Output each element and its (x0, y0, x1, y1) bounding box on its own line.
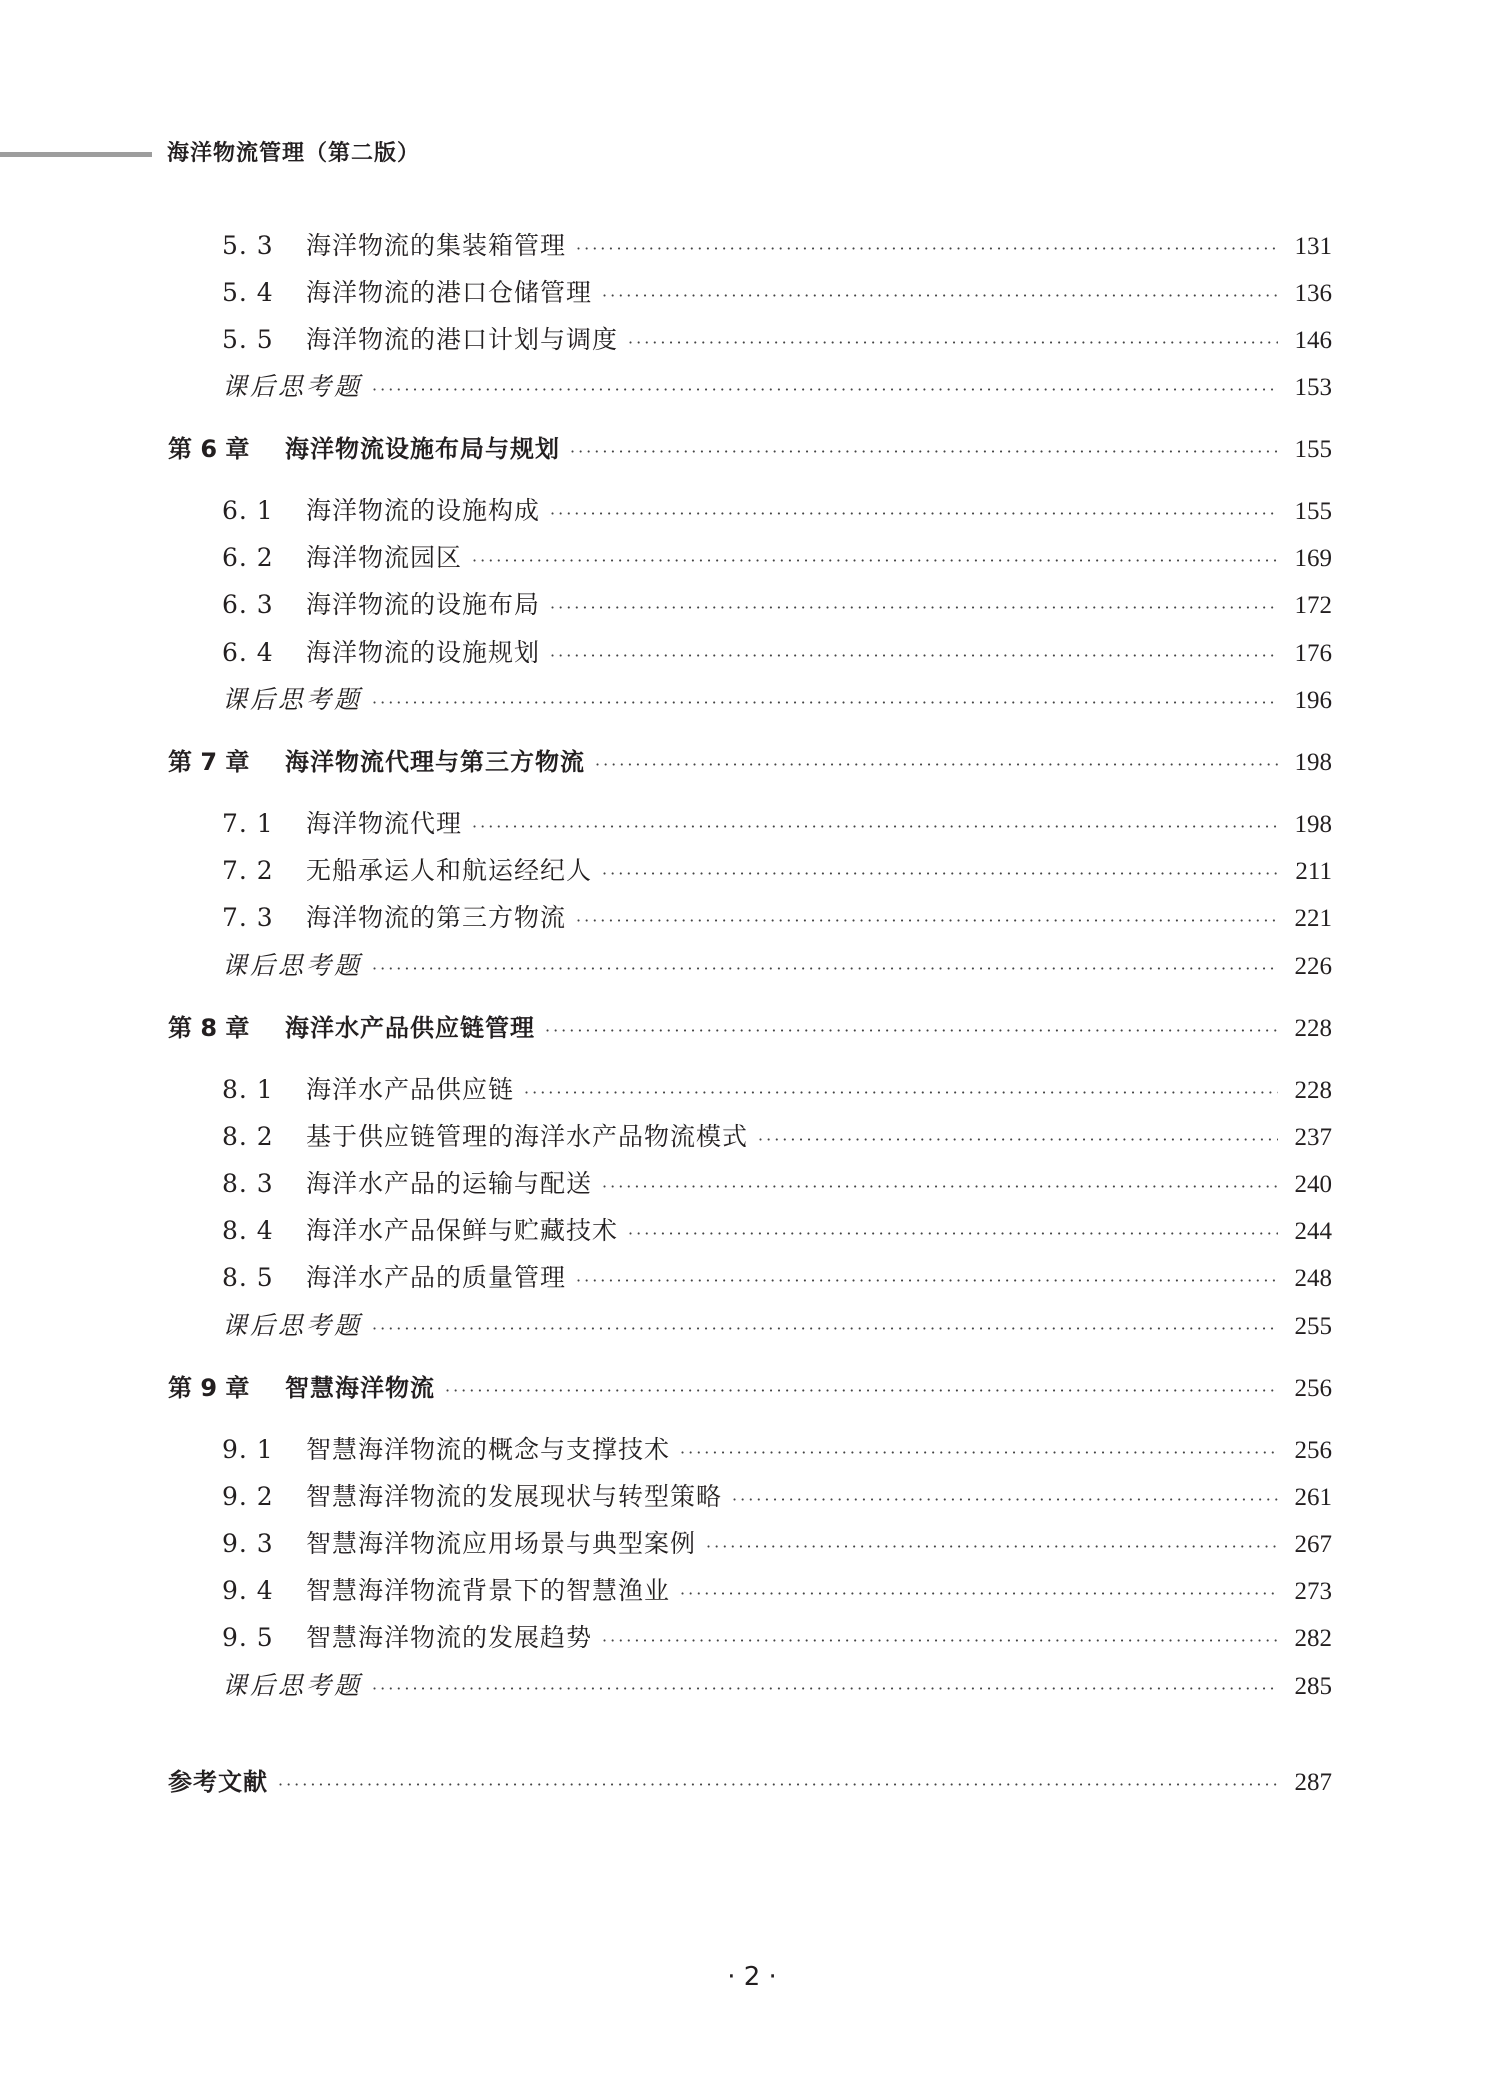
dot-leader (372, 959, 1278, 978)
toc-entry-page: 248 (1294, 1265, 1332, 1292)
dot-leader (372, 693, 1278, 712)
dot-leader (576, 1271, 1278, 1290)
dot-leader (628, 1224, 1278, 1243)
toc-entry-title: 参考文献 (168, 1768, 268, 1796)
dot-leader (758, 1130, 1278, 1149)
dot-leader (445, 1381, 1278, 1400)
toc-chapter-row (168, 1008, 1332, 1042)
dot-leader (576, 239, 1278, 258)
toc-entry-page: 172 (1294, 592, 1332, 619)
toc-entry-title: 海洋水产品的质量管理 (306, 1263, 567, 1292)
toc-entry-number: 9. 5 (222, 1623, 274, 1652)
toc-entry-title: 课后思考题 (222, 372, 363, 401)
dot-leader (372, 380, 1278, 399)
dot-leader (595, 755, 1278, 774)
toc-section-row (222, 491, 1332, 525)
toc-entry-page: 196 (1294, 687, 1332, 714)
toc-entry-page: 176 (1294, 640, 1332, 667)
toc-entry-page: 256 (1294, 1437, 1332, 1464)
toc-entry-page: 131 (1294, 233, 1332, 260)
dot-leader (550, 598, 1278, 617)
toc-entry-page: 155 (1294, 498, 1332, 525)
toc-entry-page: 261 (1294, 1484, 1332, 1511)
toc-section-row (222, 538, 1332, 572)
toc-entry-page: 255 (1294, 1313, 1332, 1340)
toc-entry-title: 海洋水产品的运输与配送 (306, 1169, 593, 1198)
toc-exercise-row (222, 946, 1332, 980)
toc-section-row (222, 1430, 1332, 1464)
toc-section-row (222, 273, 1332, 307)
toc-entry-title: 海洋物流的港口仓储管理 (306, 278, 593, 307)
dot-leader (680, 1584, 1278, 1603)
toc-section-row (222, 1164, 1332, 1198)
toc-entry-page: 228 (1294, 1077, 1332, 1104)
toc-entry-title: 智慧海洋物流背景下的智慧渔业 (306, 1576, 671, 1605)
dot-leader (278, 1775, 1278, 1794)
toc-entry-title: 智慧海洋物流 (285, 1374, 435, 1402)
toc-chapter-row (168, 1762, 1332, 1796)
toc-section-row (222, 1524, 1332, 1558)
toc-entry-number: 7. 2 (222, 856, 274, 885)
toc-chapter-row (168, 742, 1332, 776)
toc-entry-number: 7. 1 (222, 809, 274, 838)
toc-entry-title: 基于供应链管理的海洋水产品物流模式 (306, 1122, 749, 1151)
toc-entry-title: 海洋物流园区 (306, 543, 463, 572)
toc-entry-page: 211 (1295, 858, 1332, 885)
toc-entry-page: 169 (1294, 545, 1332, 572)
dot-leader (545, 1021, 1278, 1040)
toc-entry-number: 第 6 章 (168, 435, 250, 463)
toc-entry-page: 287 (1294, 1769, 1332, 1796)
toc-entry-number: 8. 3 (222, 1169, 274, 1198)
toc-entry-page: 226 (1294, 953, 1332, 980)
toc-entry-number: 5. 5 (222, 325, 274, 354)
toc-entry-title: 海洋水产品供应链管理 (285, 1014, 535, 1042)
dot-leader (472, 817, 1278, 836)
toc-entry-number: 7. 3 (222, 903, 274, 932)
toc-entry-page: 198 (1294, 811, 1332, 838)
toc-entry-title: 海洋物流代理 (306, 809, 463, 838)
toc-entry-title: 海洋物流的第三方物流 (306, 903, 567, 932)
toc-section-row (222, 1211, 1332, 1245)
toc-entry-title: 海洋物流的港口计划与调度 (306, 325, 619, 354)
toc-entry-number: 8. 4 (222, 1216, 274, 1245)
toc-section-row (222, 1477, 1332, 1511)
toc-entry-page: 146 (1294, 327, 1332, 354)
toc-entry-title: 海洋物流代理与第三方物流 (285, 748, 585, 776)
dot-leader (550, 646, 1278, 665)
toc-entry-title: 智慧海洋物流的概念与支撑技术 (306, 1435, 671, 1464)
toc-entry-number: 9. 4 (222, 1576, 274, 1605)
dot-leader (628, 333, 1278, 352)
toc-section-row (222, 1117, 1332, 1151)
toc-entry-page: 256 (1294, 1375, 1332, 1402)
dot-leader (602, 864, 1278, 883)
toc-entry-title: 智慧海洋物流的发展趋势 (306, 1623, 593, 1652)
dot-leader (602, 1177, 1278, 1196)
toc-entry-title: 海洋物流的设施构成 (306, 496, 541, 525)
toc-chapter-row (168, 429, 1332, 463)
dot-leader (372, 1679, 1278, 1698)
toc-entry-number: 9. 2 (222, 1482, 274, 1511)
dot-leader (576, 911, 1278, 930)
toc-section-row (222, 633, 1332, 667)
dot-leader (602, 1631, 1278, 1650)
toc-entry-number: 9. 1 (222, 1435, 274, 1464)
toc-entry-title: 课后思考题 (222, 685, 363, 714)
toc-entry-number: 6. 1 (222, 496, 274, 525)
toc-chapter-row (168, 1368, 1332, 1402)
toc-entry-number: 6. 4 (222, 638, 274, 667)
toc-entry-number: 9. 3 (222, 1529, 274, 1558)
toc-section-row (222, 320, 1332, 354)
toc-entry-title: 海洋物流的设施布局 (306, 590, 541, 619)
toc-entry-title: 海洋水产品保鲜与贮藏技术 (306, 1216, 619, 1245)
toc-section-row (222, 1571, 1332, 1605)
toc-entry-title: 课后思考题 (222, 1311, 363, 1340)
toc-exercise-row (222, 680, 1332, 714)
toc-section-row (222, 898, 1332, 932)
toc-entry-number: 第 9 章 (168, 1374, 250, 1402)
dot-leader (706, 1537, 1278, 1556)
toc-entry-title: 海洋水产品供应链 (306, 1075, 515, 1104)
toc-entry-page: 136 (1294, 280, 1332, 307)
toc-entry-page: 240 (1294, 1171, 1332, 1198)
dot-leader (550, 504, 1278, 523)
toc-entry-title: 海洋物流的集装箱管理 (306, 231, 567, 260)
dot-leader (372, 1319, 1278, 1338)
toc-entry-number: 6. 2 (222, 543, 274, 572)
toc-entry-number: 第 7 章 (168, 748, 250, 776)
toc-exercise-row (222, 367, 1332, 401)
page-number: · 2 · (727, 1962, 777, 1992)
toc-entry-page: 198 (1294, 749, 1332, 776)
dot-leader (524, 1083, 1278, 1102)
toc-entry-title: 智慧海洋物流应用场景与典型案例 (306, 1529, 697, 1558)
dot-leader (570, 442, 1278, 461)
toc-entry-title: 无船承运人和航运经纪人 (306, 856, 593, 885)
toc-entry-number: 8. 2 (222, 1122, 274, 1151)
toc-entry-page: 221 (1294, 905, 1332, 932)
toc-entry-page: 153 (1294, 374, 1332, 401)
toc-section-row (222, 226, 1332, 260)
dot-leader (680, 1443, 1278, 1462)
toc-entry-title: 课后思考题 (222, 1671, 363, 1700)
toc-entry-page: 282 (1294, 1625, 1332, 1652)
toc-exercise-row (222, 1306, 1332, 1340)
toc-section-row (222, 1070, 1332, 1104)
toc-entry-number: 6. 3 (222, 590, 274, 619)
dot-leader (472, 551, 1278, 570)
toc-section-row (222, 585, 1332, 619)
toc-exercise-row (222, 1666, 1332, 1700)
toc-entry-number: 5. 4 (222, 278, 274, 307)
toc-entry-page: 155 (1294, 436, 1332, 463)
toc-entry-number: 8. 5 (222, 1263, 274, 1292)
toc-entry-page: 285 (1294, 1673, 1332, 1700)
dot-leader (602, 286, 1278, 305)
dot-leader (732, 1490, 1278, 1509)
toc-entry-page: 273 (1294, 1578, 1332, 1605)
toc-section-row (222, 851, 1332, 885)
toc-section-row (222, 804, 1332, 838)
toc-section-row (222, 1618, 1332, 1652)
toc-entry-title: 海洋物流的设施规划 (306, 638, 541, 667)
toc-section-row (222, 1258, 1332, 1292)
toc-entry-title: 海洋物流设施布局与规划 (285, 435, 560, 463)
toc-entry-page: 228 (1294, 1015, 1332, 1042)
toc-entry-page: 237 (1294, 1124, 1332, 1151)
toc-entry-page: 244 (1294, 1218, 1332, 1245)
toc-entry-title: 课后思考题 (222, 951, 363, 980)
toc-entry-page: 267 (1294, 1531, 1332, 1558)
toc-entry-number: 第 8 章 (168, 1014, 250, 1042)
toc-entry-number: 5. 3 (222, 231, 274, 260)
toc-entry-number: 8. 1 (222, 1075, 274, 1104)
running-head: 海洋物流管理（第二版） (167, 141, 421, 166)
toc-entry-title: 智慧海洋物流的发展现状与转型策略 (306, 1482, 723, 1511)
